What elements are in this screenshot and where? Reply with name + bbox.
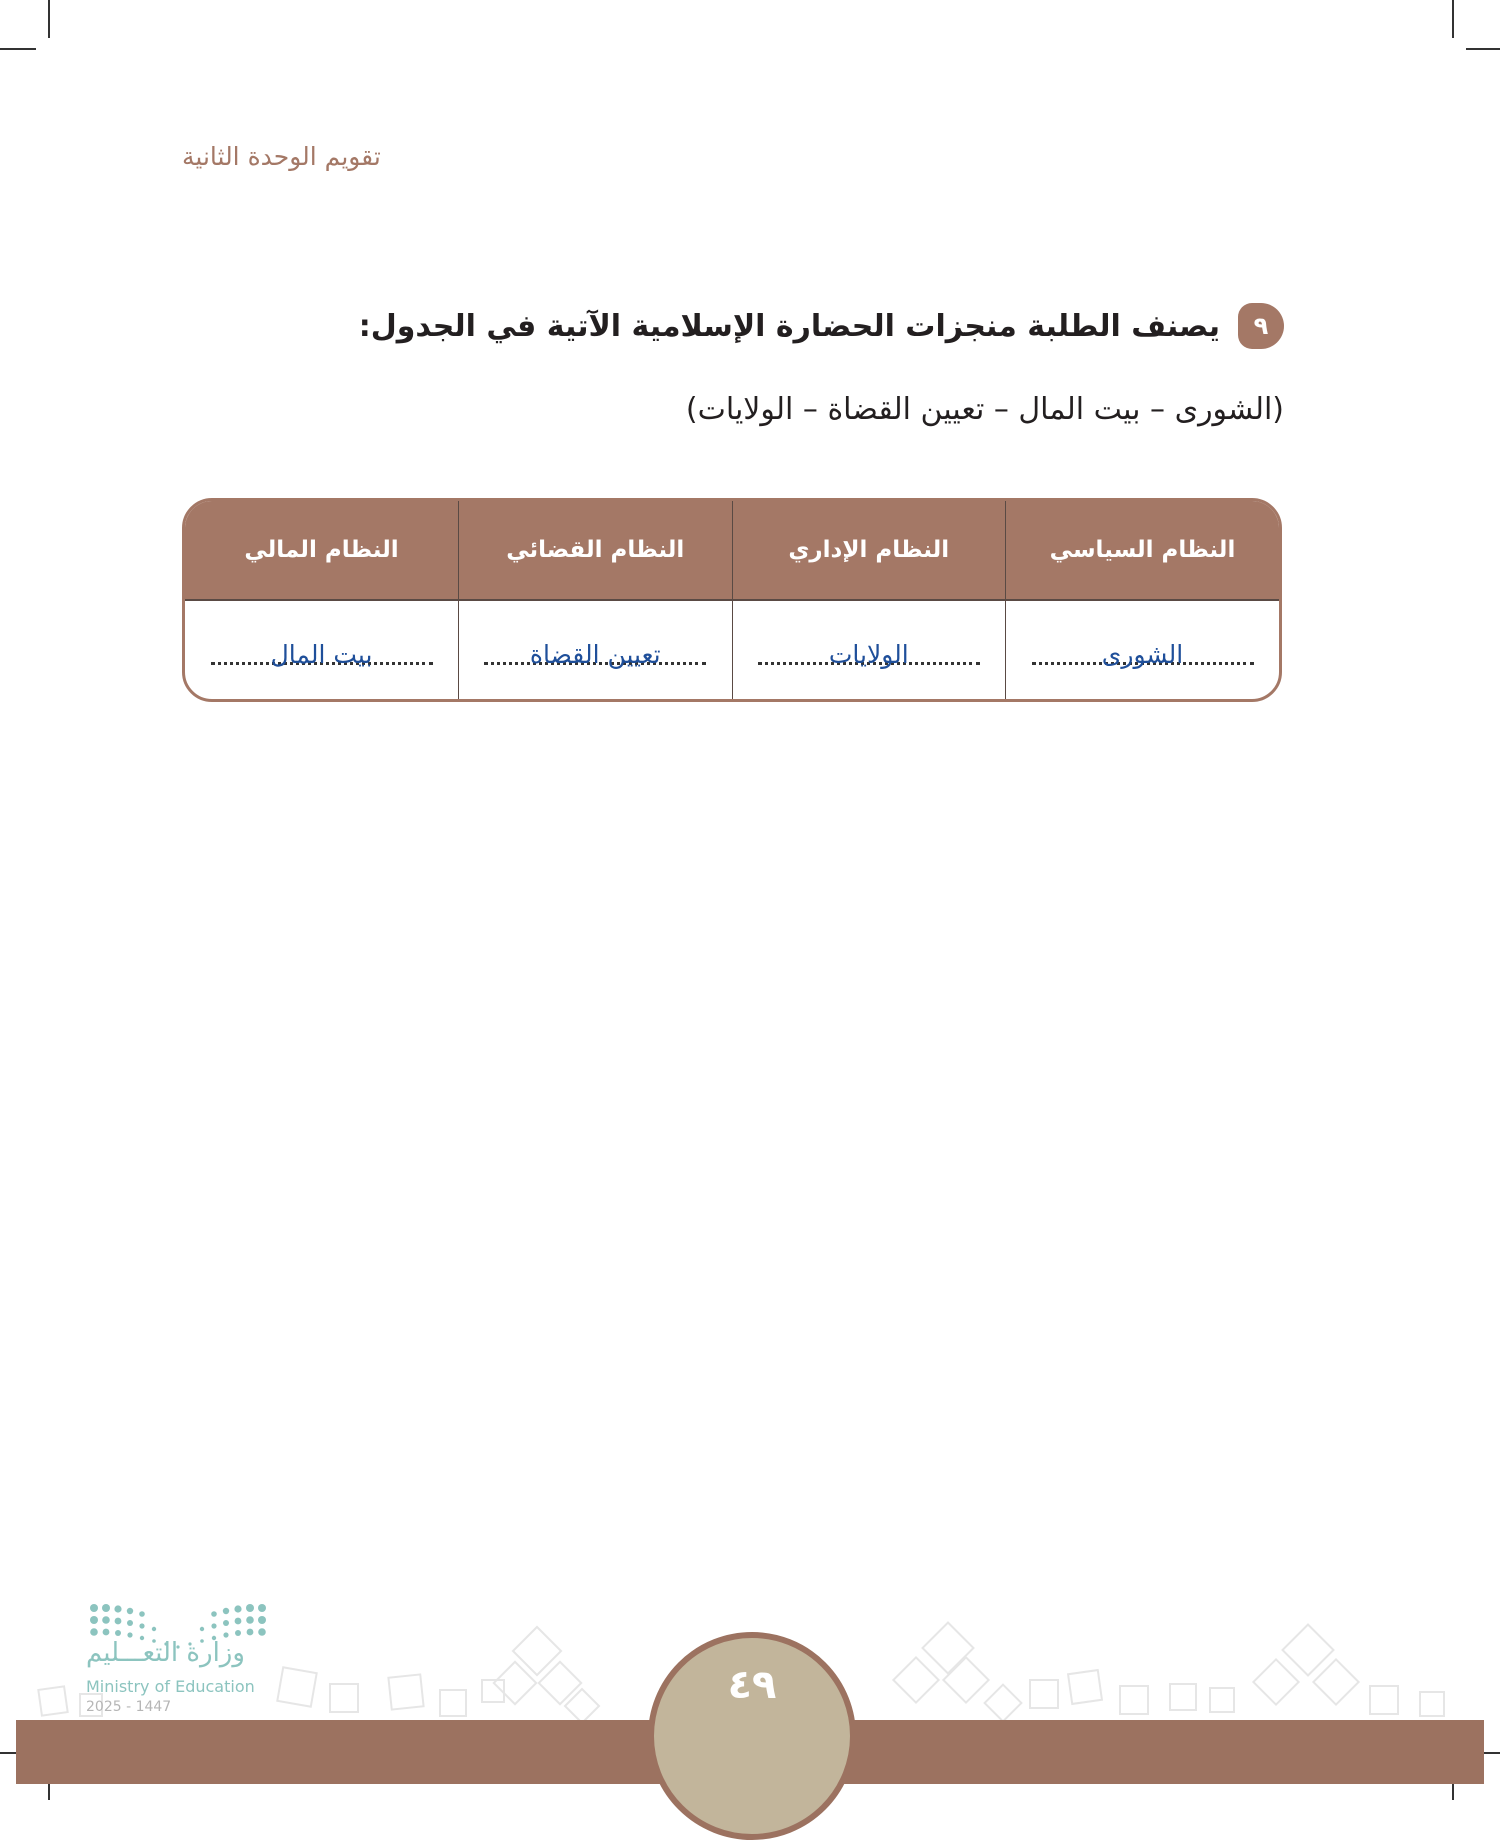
column-header-political: النظام السياسي [1006, 501, 1280, 600]
ministry-name-ar: وزارة التعـــليم [86, 1638, 245, 1668]
answer-blank[interactable] [211, 640, 433, 669]
crop-mark [1452, 0, 1454, 38]
answer-cell-judicial[interactable] [459, 600, 733, 702]
running-header: تقويم الوحدة الثانية [182, 142, 381, 171]
answer-cell-financial[interactable] [185, 600, 459, 702]
table-header-row [185, 501, 1279, 600]
answer-cell-political[interactable] [1006, 600, 1280, 702]
answer-text: الولايات [828, 639, 909, 669]
table-row [185, 600, 1279, 702]
answer-blank[interactable] [484, 640, 706, 669]
page-number: ٤٩ [727, 1662, 777, 1708]
crop-mark [1466, 48, 1500, 50]
column-header-administrative: النظام الإداري [732, 501, 1006, 600]
crop-mark [48, 0, 50, 38]
question [300, 300, 1284, 352]
options-list: (الشورى – بيت المال – تعيين القضاة – الولايات) [685, 392, 1284, 427]
answer-blank[interactable] [758, 640, 980, 669]
answer-cell-administrative[interactable] [732, 600, 1006, 702]
ministry-name-en: Ministry of Education [86, 1677, 255, 1696]
question-text: يصنف الطلبة منجزات الحضارة الإسلامية الآتية في الجدول: [358, 308, 1220, 344]
question-number-badge: ٩ [1238, 303, 1284, 349]
answer-text: بيت المال [270, 639, 373, 669]
column-header-judicial: النظام القضائي [459, 501, 733, 600]
answer-blank[interactable] [1032, 640, 1254, 669]
edition-year: 2025 - 1447 [86, 1699, 172, 1715]
answer-text: تعيين القضاة [529, 639, 661, 669]
column-header-financial: النظام المالي [185, 501, 459, 600]
classification-table [182, 498, 1282, 702]
crop-mark [0, 48, 36, 50]
answer-text: الشورى [1101, 639, 1184, 669]
